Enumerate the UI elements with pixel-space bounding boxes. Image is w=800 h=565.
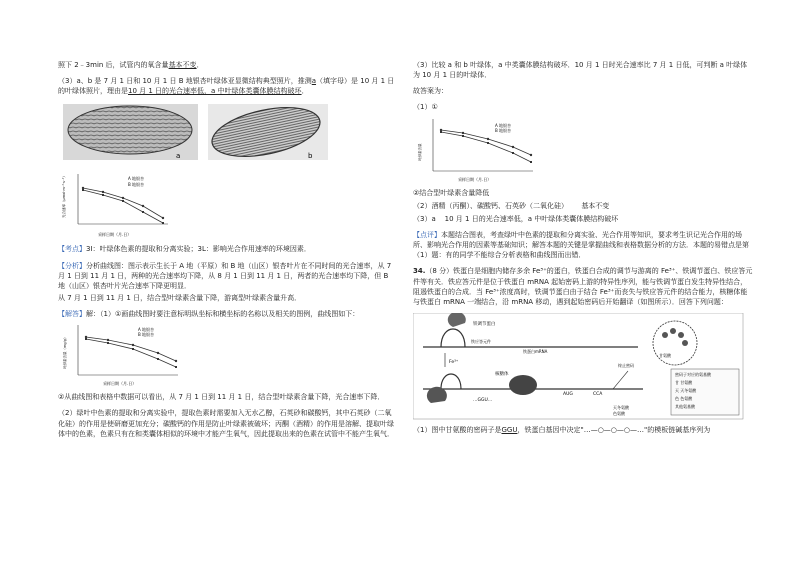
legend-item: 天 天冬氨酸 <box>675 387 697 393</box>
label-ggu: …GGU… <box>473 397 493 403</box>
chart-3-legend-a: A 地银杏 <box>495 122 512 128</box>
chart-3-point <box>440 131 442 133</box>
label-trp: 色氨酸 <box>613 410 625 416</box>
label-fe: Fe³⁺ <box>449 359 459 365</box>
chart-2-point <box>132 344 134 346</box>
right-para-4: ②结合型叶绿素含量降低 <box>413 188 490 197</box>
amino-acid-chain <box>670 328 676 334</box>
chart-3-point <box>487 142 489 144</box>
chart-2-legend-a: A 地银杏 <box>138 327 155 333</box>
photo-a-label: a <box>176 152 181 161</box>
fenxi-section: 【分析】分析曲线图：图示表示生长于 A 地（平原）和 B 地（山区）银杏叶片在不同时间的光合速率，从 7 月 1 日到 11 月 1 日，两种的光合速率均下降，从 8 月 1 日到 11 月 1 日，两者的光合速率均下降，但 B 地（山区）银杏叶片光合速率下降更明显． <box>58 261 392 290</box>
answer-blank: 基本不变 <box>168 61 197 69</box>
chart-1-svg <box>58 168 178 240</box>
chart-1-legend-b: B 地银杏 <box>128 182 145 188</box>
chloroplast-photos <box>58 102 396 164</box>
question-34: 34.（8 分）铁蛋白是细胞内储存多余 Fe³⁺的蛋白，铁蛋白合成的调节与游离的 Fe³⁺、铁调节蛋白、铁应答元件等有关．铁应答元件是位于铁蛋白 mRNA 起始密码上游的特异性序列，能与铁调节蛋白发生特异性结合，阻遏铁蛋白的合成．当 Fe³⁺浓度高时，铁调节蛋白由于结合 Fe³⁺而丧失与铁应答元件的结合能力，核糖体能与铁蛋白 mRNA 一端结合，沿 mRNA 移动，遇到起始密码后开始翻译（如图所示）．回答下列问题： <box>413 267 753 306</box>
chart-3-series-b <box>441 132 531 162</box>
answer-line-1: 照下 2﹣3min 后，试管内的氧含量基本不变． <box>58 61 204 69</box>
label-gly: 甘氨酸 <box>659 352 671 358</box>
chart-2-series-a <box>86 337 176 361</box>
chart-3-point <box>462 131 464 133</box>
right-para-5: （2）酒精（丙酮）、碳酸钙、石英砂（二氧化硅） 基本不变 <box>413 201 610 210</box>
chart-1-series-a <box>83 188 163 218</box>
answer-blank: 10 月 1 日的光合速率低，a 中叶绿体类囊体膜结构破坏 <box>128 87 302 96</box>
chart-1-point <box>102 191 104 193</box>
chart-3-ylabel: 叶绿素含量 <box>418 143 422 161</box>
jieda-section: 【解答】解：（1）①画曲线图时要注意标明纵坐标和横坐标的名称以及相关的图例，曲线图如下： <box>58 310 360 319</box>
chart-2-point <box>85 338 87 340</box>
ribosome <box>509 375 537 395</box>
chart-1-point <box>162 217 164 219</box>
fenxi-tag: 【分析】 <box>58 261 86 270</box>
label-cca: CCA <box>593 391 603 397</box>
chlorophyll-chart <box>58 321 396 389</box>
chart-2-series-b <box>86 339 176 367</box>
label-aug: AUG <box>563 391 573 397</box>
legend-item: 甘 甘氨酸 <box>675 379 693 385</box>
chart-3-point <box>530 153 532 155</box>
right-column <box>413 60 753 441</box>
chart-1-legend-a: A 地银杏 <box>128 176 145 182</box>
legend-item: 其他氨基酸 <box>675 403 695 409</box>
legend-item: 色 色氨酸 <box>675 395 693 401</box>
legend-title: 密码子对应的氨基酸 <box>675 371 711 377</box>
left-column <box>58 60 396 445</box>
amino-acid-chain-inline: —○—○—○— <box>590 425 638 434</box>
chart-1-point <box>102 194 104 196</box>
question-3-text: （3）a、b 是 7 月 1 日和 10 月 1 日 B 地银杏叶绿体亚显微结构典型照片，推测a（填字母）是 10 月 1 日 的叶绿体照片，理由是10 月 1 日的光合速率低，a 中叶绿体类囊体膜结构破坏． <box>58 77 395 96</box>
answer-blank: a <box>311 77 317 86</box>
chloroplast-photo-svg <box>58 102 396 164</box>
chart-2-svg <box>58 321 188 389</box>
diagram-svg <box>413 313 753 421</box>
kaodian-tag: 【考点】 <box>58 245 86 254</box>
chart-2-point <box>157 358 159 360</box>
chart-1-point <box>142 211 144 213</box>
question-34-1: （1）图中甘氨酸的密码子是GGU，铁蛋白基因中决定"…—○—○—○—…"的模板链碱基序列为 <box>413 425 711 434</box>
chart-3-point <box>440 128 442 130</box>
dianping-section: 【点评】本题结合图表，考查绿叶中色素的提取和分离实验、光合作用等知识，要求考生识记光合作用的场所、影响光合作用的因素等基础知识；解答本题的关键是掌握曲线和表格数据分析的方法．本题的易错点是第（1）题：有的同学不能综合分析表格和曲线图而出错． <box>413 230 749 260</box>
label-stop-codon: 终止密码 <box>618 362 634 368</box>
zoom-circle <box>653 321 697 365</box>
jieda-3: （2）绿叶中色素的提取和分离实验中，提取色素时需要加入无水乙醇，石英砂和碳酸钙，其中石英砂（二氧化硅）的作用是使研磨更加充分；碳酸钙的作用是防止叶绿素被破坏；丙酮（酒精）的作用是溶解、提取叶绿体中的色素，色素只有在和类囊体相似的环境中才能产生氧气，因此提取出来的色素在试管中不能产生氧气． <box>58 409 394 438</box>
chart-2-point <box>132 348 134 350</box>
response-element-loop-top <box>441 329 465 347</box>
chart-2-point <box>175 366 177 368</box>
label-response-element: 铁应答元件 <box>471 338 491 344</box>
jieda-2: ②从曲线图和表格中数据可以看出，从 7 月 1 日到 11 月 1 日，结合型叶绿素含量下降，光合速率下降． <box>58 393 385 402</box>
chart-3-point <box>512 145 514 147</box>
right-para-2: 故答案为： <box>413 87 448 96</box>
chart-2-legend-b: B 地银杏 <box>138 332 155 338</box>
chart-2-point <box>85 336 87 338</box>
chart-3-point <box>530 161 532 163</box>
chart-3-point <box>487 137 489 139</box>
chart-3-point <box>512 152 514 154</box>
chart-2-point <box>157 352 159 354</box>
label-mrna: 铁蛋白mRNA <box>523 348 548 354</box>
chart-1-series-b <box>83 190 163 223</box>
chart-2-point <box>107 342 109 344</box>
chart-2-point <box>107 339 109 341</box>
chart-2-ylabel: 叶绿素含量（mg/g） <box>63 335 67 370</box>
label-asp: 天冬氨酸 <box>613 404 629 410</box>
label-regulator: 铁调节蛋白 <box>473 321 496 327</box>
chloroplast-a-image <box>68 106 192 154</box>
amino-acid-chain <box>682 340 688 346</box>
right-para-3: （1）① <box>413 103 438 112</box>
photo-b-label: b <box>308 152 313 161</box>
question-34-number: 34. <box>413 267 426 276</box>
jieda-tag: 【解答】 <box>58 310 86 319</box>
chart-1-point <box>122 200 124 202</box>
chart-3-legend-b: B 地银杏 <box>495 127 512 133</box>
chart-1-point <box>122 197 124 199</box>
ferritin-translation-diagram <box>413 313 753 421</box>
chart-1-ylabel: 光合速率（μmol·m⁻²·s⁻¹） <box>62 174 66 219</box>
right-para-6: （3）a 10 月 1 日的光合速率低，a 中叶绿体类囊体膜结构破坏 <box>413 214 619 223</box>
chart-1-point <box>82 189 84 191</box>
regulatory-protein-top <box>448 313 466 327</box>
chart-3-xlabel: 采样日期（月.日） <box>458 176 492 182</box>
label-ribosome: 核糖体 <box>495 371 509 377</box>
fenxi-section-2: 从 7 月 1 日到 11 月 1 日，结合型叶绿素含量下降，游离型叶绿素含量升高． <box>58 293 302 302</box>
chart-2-point <box>175 360 177 362</box>
amino-acid-chain <box>678 332 684 338</box>
chart-3-point <box>462 135 464 137</box>
photosynthesis-rate-chart <box>58 168 396 240</box>
chart-2-xlabel: 采样日期（月.日） <box>103 381 137 387</box>
answer-blank: GGU <box>501 425 518 434</box>
answer-chart <box>413 115 753 185</box>
stop-pointer <box>613 371 628 389</box>
chart-3-svg <box>413 115 543 185</box>
amino-acid-chain <box>662 332 668 338</box>
dianping-tag: 【点评】 <box>413 230 441 239</box>
chart-1-point <box>142 205 144 207</box>
right-para-1: （3）比较 a 和 b 叶绿体，a 中类囊体膜结构破坏．10 月 1 日时光合速率比 7 月 1 日低，可判断 a 叶绿体为 10 月 1 日的叶绿体． <box>413 61 748 80</box>
kaodian-section: 【考点】3I：叶绿体色素的提取和分离实验；3L：影响光合作用速率的环境因素． <box>58 245 311 254</box>
chart-1-xlabel: 采样日期（月.日） <box>98 232 132 238</box>
chart-1-point <box>82 187 84 189</box>
chart-1-point <box>162 222 164 224</box>
response-element-loop-bottom <box>441 374 461 389</box>
